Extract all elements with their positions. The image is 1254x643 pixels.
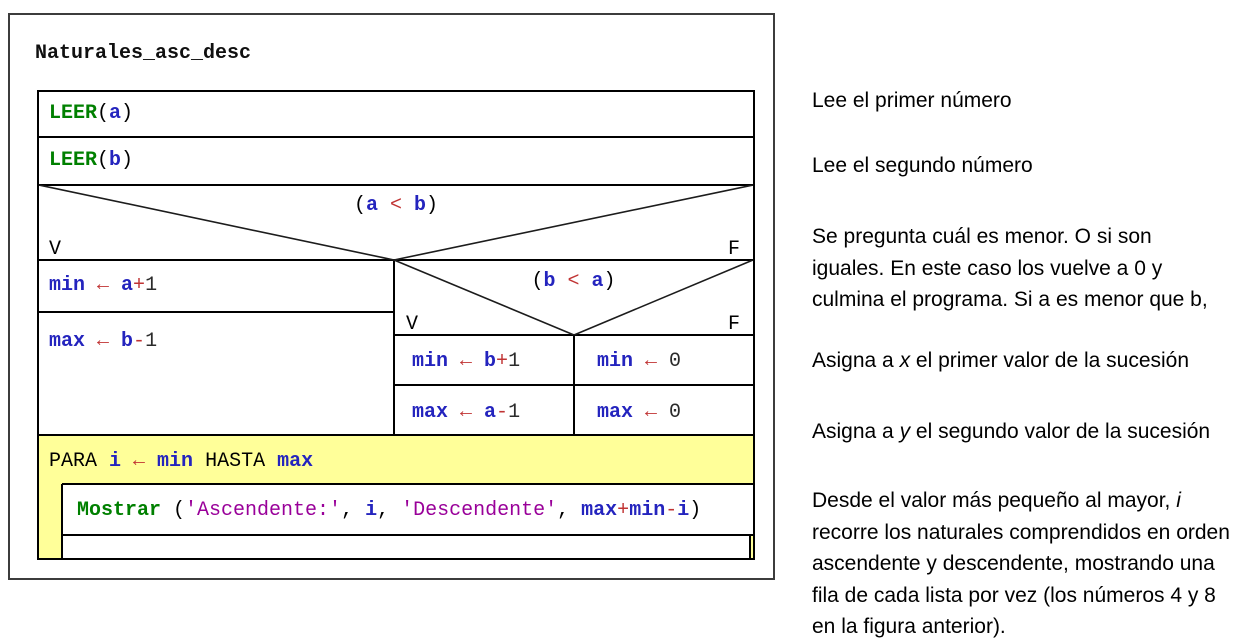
annotation-compare: Se pregunta cuál es menor. O si son iguales. En este caso los vuelve a 0 y culmina el programa. Si a es menor que b, (812, 225, 1208, 311)
stmt-min-a-plus-1: min ← a+1 (49, 274, 158, 297)
condition-b-lt-a: (b < a) (531, 270, 616, 293)
stmt-para-loop: PARA i ← min HASTA max (49, 450, 314, 473)
italic-var-y: y (899, 420, 911, 443)
annotation-read-first: Lee el primer número (812, 89, 1012, 112)
annotation-assign-x: Asigna a x el primer valor de la sucesión (812, 349, 1190, 372)
stmt-mostrar: Mostrar ('Ascendente:', i, 'Descendente', max+min-i) (77, 499, 702, 522)
stmt-min-zero: min ← 0 (597, 350, 682, 373)
italic-var-i: i (1176, 489, 1181, 512)
diagram-title: Naturales_asc_desc (35, 42, 252, 65)
stmt-min-b-plus-1: min ← b+1 (412, 350, 521, 373)
branch-true-label-1: V (49, 238, 62, 261)
stmt-leer-b: LEER(b) (49, 149, 134, 172)
stmt-max-a-minus-1: max ← a-1 (412, 401, 521, 424)
branch-false-label-1: F (728, 238, 741, 261)
annotation-loop: Desde el valor más pequeño al mayor, i recorre los naturales comprendidos en orden ascendente y descendente, mostrando una fila de cada lista por vez (los números 4 y 8 en la figura anterior). (812, 489, 1230, 638)
structogram-frame (8, 13, 775, 580)
branch-true-label-2: V (406, 313, 419, 336)
italic-var-x: x (899, 349, 911, 372)
stmt-max-b-minus-1: max ← b-1 (49, 330, 158, 353)
condition-a-lt-b: (a < b) (353, 194, 439, 217)
nassi-shneiderman-diagram (37, 90, 755, 560)
diagram-grid-lines (39, 92, 753, 558)
annotation-assign-y: Asigna a y el segundo valor de la sucesión (812, 420, 1211, 443)
stmt-max-zero: max ← 0 (597, 401, 682, 424)
branch-false-label-2: F (728, 313, 741, 336)
annotation-read-second: Lee el segundo número (812, 154, 1033, 177)
annotations-column (812, 0, 1254, 643)
stmt-leer-a: LEER(a) (49, 102, 134, 125)
